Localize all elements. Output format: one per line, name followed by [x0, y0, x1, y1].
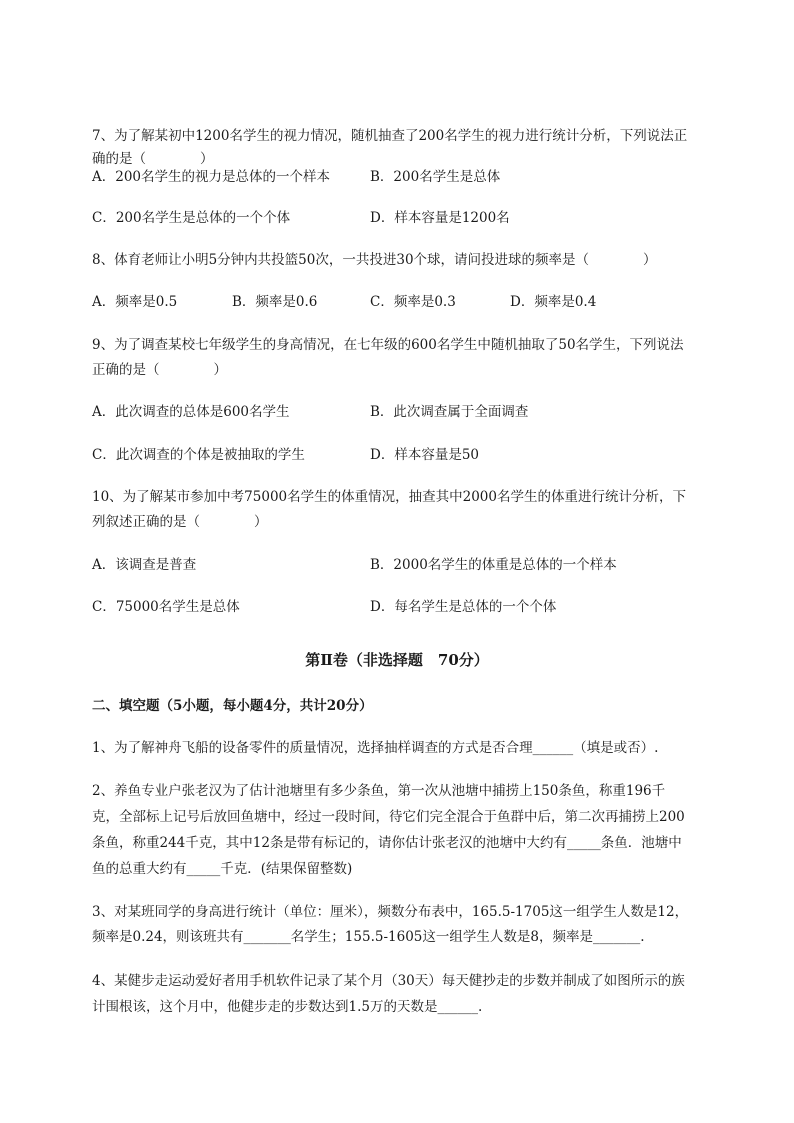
fill3-line1: 3、对某班同学的身高进行统计（单位：厘米），频数分布表中，165.5-1705这一组学生人数是12，: [92, 904, 689, 920]
fill1-line1: 1、为了解神舟飞船的设备零件的质量情况，选择抽样调查的方式是否合理______（填是或否）.: [92, 740, 659, 756]
q10-option-b: B．2000名学生的体重是总体的一个样本: [370, 557, 617, 573]
fill2-line2: 克，全部标上记号后放回鱼塘中，经过一段时间，待它们完全混合于鱼群中后，第二次再捕捞上200: [92, 809, 685, 825]
q7-stem-line1: 7、为了解某初中1200名学生的视力情况，随机抽查了200名学生的视力进行统计分析，下列说法正: [92, 128, 688, 144]
q8-option-c: C．频率是0.3: [370, 294, 456, 310]
q8-stem-line1: 8、体育老师让小明5分钟内共投篮50次，一共投进30个球，请问投进球的频率是（ ）: [92, 252, 657, 268]
q10-option-c: C．75000名学生是总体: [92, 599, 240, 615]
q10-stem-line2: 列叙述正确的是（ ）: [92, 514, 268, 530]
fill2-line1: 2、养鱼专业户张老汉为了估计池塘里有多少条鱼，第一次从池塘中捕捞上150条鱼，称重196千: [92, 783, 666, 799]
q9-option-b: B．此次调查属于全面调查: [370, 404, 529, 420]
part2-title: 第Ⅱ卷（非选择题 70分）: [305, 651, 489, 669]
fill4-line1: 4、某健步走运动爱好者用手机软件记录了某个月（30天）每天健抄走的步数并制成了如图所示的族: [92, 973, 685, 989]
q9-option-a: A．此次调查的总体是600名学生: [92, 404, 290, 420]
q8-option-d: D．频率是0.4: [510, 294, 597, 310]
q7-stem-line2: 确的是（ ）: [92, 151, 214, 167]
q8-option-b: B．频率是0.6: [232, 294, 318, 310]
q7-option-b: B．200名学生是总体: [370, 169, 501, 185]
q7-option-d: D．样本容量是1200名: [370, 210, 510, 226]
q10-option-d: D．每名学生是总体的一个个体: [370, 599, 557, 615]
fill4-line2: 计围根该，这个月中，他健步走的步数达到1.5万的天数是______.: [92, 999, 483, 1015]
q9-stem-line2: 正确的是（ ）: [92, 362, 227, 378]
q9-stem-line1: 9、为了调查某校七年级学生的身高情况，在七年级的600名学生中随机抽取了50名学生，下列说法: [92, 337, 684, 353]
fill2-line3: 条鱼，称重244千克，其中12条是带有标记的，请你估计张老汉的池塘中大约有_____条鱼．池塘中: [92, 835, 682, 851]
q10-stem-line1: 10、为了解某市参加中考75000名学生的体重情况，抽查其中2000名学生的体重进行统计分析，下: [92, 489, 686, 505]
q10-option-a: A．该调查是普查: [92, 557, 197, 573]
fill3-line2: 频率是0.24，则该班共有_______名学生；155.5-1605这一组学生人数是8，频率是_______.: [92, 929, 645, 945]
q9-option-d: D．样本容量是50: [370, 447, 480, 463]
q7-option-c: C．200名学生是总体的一个个体: [92, 210, 291, 226]
q8-option-a: A．频率是0.5: [92, 294, 178, 310]
q7-option-a: A．200名学生的视力是总体的一个样本: [92, 169, 331, 185]
q9-option-c: C．此次调查的个体是被抽取的学生: [92, 447, 305, 463]
fill-blank-section-heading: 二、填空题（5小题，每小题4分，共计20分）: [92, 698, 373, 714]
fill2-line4: 鱼的总重大约有_____千克．(结果保留整数): [92, 861, 353, 877]
